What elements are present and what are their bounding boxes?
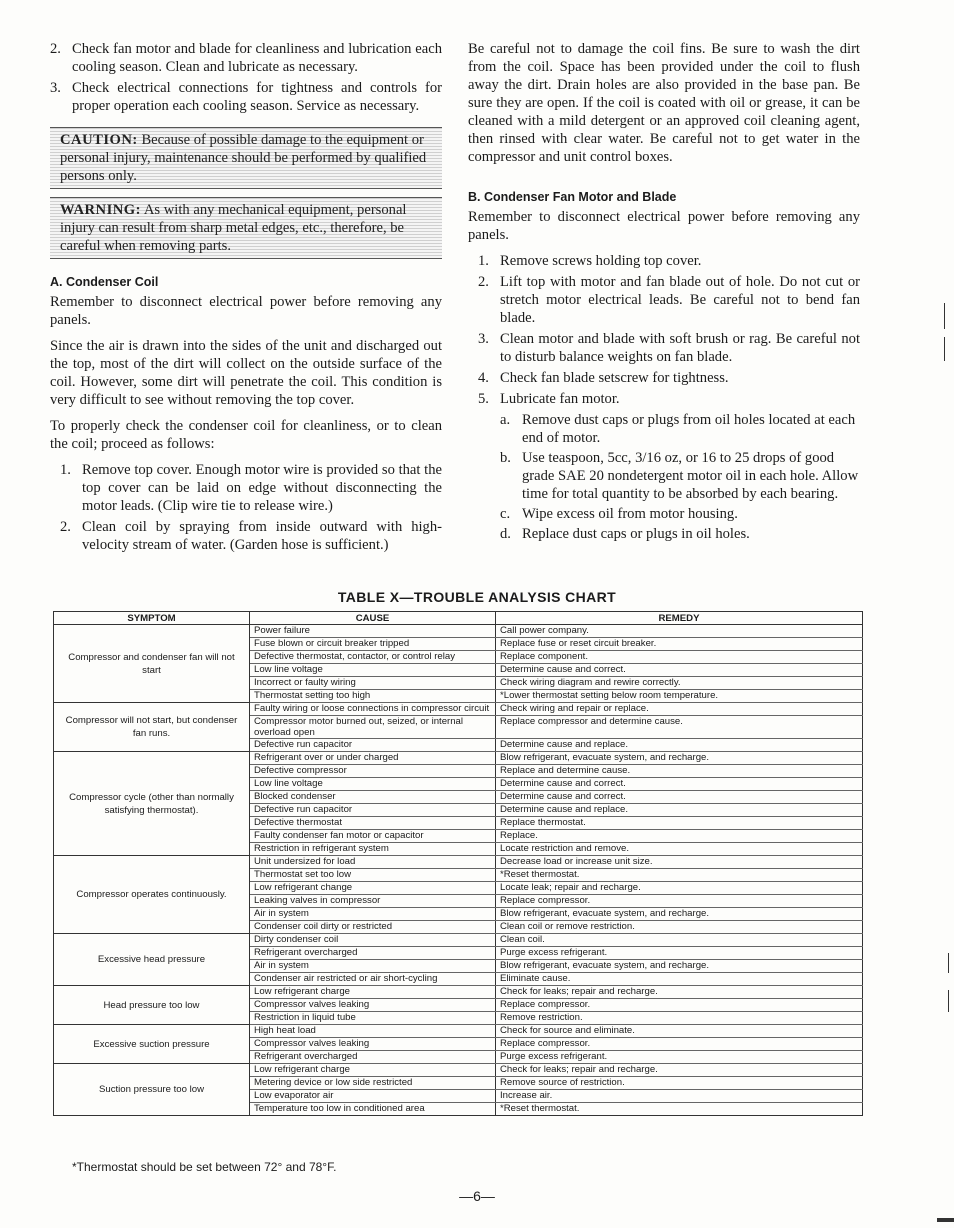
list-item: 1. Remove screws holding top cover.	[478, 253, 702, 269]
remedy-cell: Remove restriction.	[496, 1012, 863, 1025]
list-item: 2. Check fan motor and blade for cleanliness and lubrication each cooling season. Clean and lubricate as necessary.	[50, 41, 442, 75]
remedy-cell: Determine cause and replace.	[496, 739, 863, 752]
table-title: TABLE X—TROUBLE ANALYSIS CHART	[337, 589, 617, 605]
cause-cell: Fuse blown or circuit breaker tripped	[250, 638, 496, 651]
paragraph: Be careful not to damage the coil fins. Be sure to wash the dirt from the coil. Space has been provided under the coil to flush away the dirt. Drain holes are also provided in the base pan. Be sure they are open. If the coil is coated with oil or grease, it can be cleaned with a mild detergent or an approved coil cleaning agent, then rinsed with clear water. Be careful not to get water in the compressor and unit control boxes.	[468, 41, 860, 165]
table-row	[54, 1025, 863, 1038]
warning-label: WARNING:	[60, 202, 142, 218]
cause-cell: Thermostat setting too high	[250, 690, 496, 703]
sub-item: b. Use teaspoon, 5cc, 3/16 oz, or 16 to 25 drops of good grade SAE 20 nondetergent motor oil in each hole. Allow time for total quantity to be absorbed by each bearing.	[500, 450, 859, 502]
cause-cell: Faulty wiring or loose connections in compressor circuit	[250, 703, 496, 716]
cause-cell: Condenser air restricted or air short-cycling	[250, 973, 496, 986]
margin-mark	[948, 953, 949, 973]
paragraph: Remember to disconnect electrical power before removing any panels.	[468, 209, 860, 243]
cause-cell: Compressor motor burned out, seized, or internal overload open	[250, 716, 496, 739]
remedy-cell: Determine cause and correct.	[496, 664, 863, 677]
symptom-cell: Excessive head pressure	[54, 934, 250, 986]
table-row	[54, 856, 863, 869]
cause-cell: Defective thermostat	[250, 817, 496, 830]
cause-cell: Dirty condenser coil	[250, 934, 496, 947]
symptom-cell: Excessive suction pressure	[54, 1025, 250, 1064]
remedy-cell: Replace and determine cause.	[496, 765, 863, 778]
remedy-cell: Check for leaks; repair and recharge.	[496, 1064, 863, 1077]
list-item: 3. Clean motor and blade with soft brush or rag. Be careful not to disturb balance weights on fan blade.	[478, 331, 860, 365]
cause-cell: Blocked condenser	[250, 791, 496, 804]
footnote: *Thermostat should be set between 72° and 78°F.	[72, 1160, 337, 1174]
paragraph: To properly check the condenser coil for cleanliness, or to clean the coil; proceed as follows:	[50, 418, 442, 452]
page-number: —6—	[459, 1188, 495, 1204]
table-row	[54, 934, 863, 947]
sub-item: a. Remove dust caps or plugs from oil holes located at each end of motor.	[500, 412, 856, 446]
warning-text: As with any mechanical equipment, personal injury can result from sharp metal edges, etc., therefore, be careful when removing parts.	[60, 202, 407, 254]
cause-cell: Condenser coil dirty or restricted	[250, 921, 496, 934]
cause-cell: Refrigerant overcharged	[250, 947, 496, 960]
remedy-cell: Replace compressor and determine cause.	[496, 716, 863, 739]
remedy-cell: Blow refrigerant, evacuate system, and recharge.	[496, 960, 863, 973]
remedy-cell: Determine cause and correct.	[496, 778, 863, 791]
cause-cell: Restriction in liquid tube	[250, 1012, 496, 1025]
cause-cell: Thermostat set too low	[250, 869, 496, 882]
sub-item: c. Wipe excess oil from motor housing.	[500, 506, 738, 522]
remedy-cell: Check wiring diagram and rewire correctly.	[496, 677, 863, 690]
cause-cell: Restriction in refrigerant system	[250, 843, 496, 856]
right-column	[468, 40, 860, 545]
cause-cell: Defective thermostat, contactor, or control relay	[250, 651, 496, 664]
symptom-cell: Compressor operates continuously.	[54, 856, 250, 934]
paragraph: Remember to disconnect electrical power before removing any panels.	[50, 294, 442, 328]
list-item: 2. Lift top with motor and fan blade out of hole. Do not cut or stretch motor electrical leads. Be careful not to bend fan blade.	[478, 274, 860, 326]
remedy-cell: Replace compressor.	[496, 999, 863, 1012]
caution-notice	[50, 127, 442, 189]
table-row	[54, 703, 863, 716]
margin-mark	[937, 1218, 954, 1222]
section-a-title: A. Condenser Coil	[50, 275, 159, 289]
remedy-cell: Blow refrigerant, evacuate system, and recharge.	[496, 908, 863, 921]
symptom-cell: Suction pressure too low	[54, 1064, 250, 1116]
remedy-cell: Check for leaks; repair and recharge.	[496, 986, 863, 999]
cause-cell: Low evaporator air	[250, 1090, 496, 1103]
cause-cell: Low refrigerant charge	[250, 1064, 496, 1077]
table-body	[54, 625, 863, 1116]
condenser-coil-steps	[60, 461, 442, 554]
cause-cell: High heat load	[250, 1025, 496, 1038]
remedy-cell: Purge excess refrigerant.	[496, 1051, 863, 1064]
intro-list	[50, 40, 442, 115]
list-item: 3. Check electrical connections for tightness and controls for proper operation each cooling season. Service as necessary.	[50, 80, 442, 114]
symptom-cell: Compressor cycle (other than normally satisfying thermostat).	[54, 752, 250, 856]
cause-cell: Low refrigerant change	[250, 882, 496, 895]
cause-cell: Compressor valves leaking	[250, 1038, 496, 1051]
cause-cell: Defective run capacitor	[250, 804, 496, 817]
table-header-row	[54, 612, 863, 625]
cause-cell: Low line voltage	[250, 664, 496, 677]
warning-notice	[50, 197, 442, 259]
remedy-cell: Replace fuse or reset circuit breaker.	[496, 638, 863, 651]
symptom-header: SYMPTOM	[54, 612, 250, 625]
cause-cell: Air in system	[250, 908, 496, 921]
fan-motor-steps	[478, 252, 860, 408]
margin-mark	[944, 303, 945, 329]
cause-cell: Power failure	[250, 625, 496, 638]
remedy-cell: Replace component.	[496, 651, 863, 664]
cause-cell: Incorrect or faulty wiring	[250, 677, 496, 690]
cause-cell: Defective compressor	[250, 765, 496, 778]
cause-cell: Metering device or low side restricted	[250, 1077, 496, 1090]
cause-cell: Low line voltage	[250, 778, 496, 791]
cause-cell: Compressor valves leaking	[250, 999, 496, 1012]
remedy-cell: Remove source of restriction.	[496, 1077, 863, 1090]
caution-label: CAUTION:	[60, 132, 138, 148]
cause-cell: Unit undersized for load	[250, 856, 496, 869]
cause-cell: Air in system	[250, 960, 496, 973]
cause-cell: Low refrigerant charge	[250, 986, 496, 999]
table-row	[54, 625, 863, 638]
remedy-cell: *Lower thermostat setting below room temperature.	[496, 690, 863, 703]
list-item: 1. Remove top cover. Enough motor wire is provided so that the top cover can be laid on edge without disconnecting the motor leads. (Clip wire tie to release wire.)	[60, 462, 442, 514]
remedy-cell: Check for source and eliminate.	[496, 1025, 863, 1038]
sub-item: d. Replace dust caps or plugs in oil holes.	[500, 526, 750, 542]
remedy-cell: Clean coil.	[496, 934, 863, 947]
section-b-title: B. Condenser Fan Motor and Blade	[468, 190, 677, 204]
remedy-cell: Replace compressor.	[496, 1038, 863, 1051]
remedy-cell: Eliminate cause.	[496, 973, 863, 986]
remedy-cell: Determine cause and correct.	[496, 791, 863, 804]
remedy-cell: Replace compressor.	[496, 895, 863, 908]
list-item: 4. Check fan blade setscrew for tightness.	[478, 370, 729, 386]
caution-text: Because of possible damage to the equipment or personal injury, maintenance should be performed by qualified persons only.	[60, 132, 427, 184]
cause-cell: Refrigerant over or under charged	[250, 752, 496, 765]
paragraph: Since the air is drawn into the sides of the unit and discharged out the top, most of the dirt will collect on the outside surface of the coil. However, some dirt will penetrate the coil. This condition is very difficult to see without removing the top cover.	[50, 338, 442, 408]
list-item: 5. Lubricate fan motor.	[478, 391, 620, 407]
left-column	[50, 40, 442, 557]
table-row	[54, 1064, 863, 1077]
lubrication-substeps	[468, 411, 860, 543]
table-row	[54, 752, 863, 765]
remedy-cell: Clean coil or remove restriction.	[496, 921, 863, 934]
symptom-cell: Compressor and condenser fan will not start	[54, 625, 250, 703]
remedy-cell: Locate leak; repair and recharge.	[496, 882, 863, 895]
remedy-cell: Check wiring and repair or replace.	[496, 703, 863, 716]
remedy-cell: *Reset thermostat.	[496, 1103, 863, 1116]
remedy-header: REMEDY	[496, 612, 863, 625]
remedy-cell: Determine cause and replace.	[496, 804, 863, 817]
remedy-cell: Blow refrigerant, evacuate system, and recharge.	[496, 752, 863, 765]
cause-cell: Leaking valves in compressor	[250, 895, 496, 908]
remedy-cell: Purge excess refrigerant.	[496, 947, 863, 960]
list-item: 2. Clean coil by spraying from inside outward with high-velocity stream of water. (Garden hose is sufficient.)	[60, 519, 442, 553]
margin-mark	[944, 337, 945, 361]
remedy-cell: Decrease load or increase unit size.	[496, 856, 863, 869]
cause-cell: Refrigerant overcharged	[250, 1051, 496, 1064]
remedy-cell: *Reset thermostat.	[496, 869, 863, 882]
symptom-cell: Head pressure too low	[54, 986, 250, 1025]
trouble-analysis-table	[53, 611, 863, 1116]
table-row	[54, 986, 863, 999]
remedy-cell: Increase air.	[496, 1090, 863, 1103]
symptom-cell: Compressor will not start, but condenser fan runs.	[54, 703, 250, 752]
remedy-cell: Locate restriction and remove.	[496, 843, 863, 856]
remedy-cell: Replace.	[496, 830, 863, 843]
remedy-cell: Call power company.	[496, 625, 863, 638]
remedy-cell: Replace thermostat.	[496, 817, 863, 830]
cause-cell: Defective run capacitor	[250, 739, 496, 752]
cause-cell: Faulty condenser fan motor or capacitor	[250, 830, 496, 843]
cause-header: CAUSE	[250, 612, 496, 625]
margin-mark	[948, 990, 949, 1012]
cause-cell: Temperature too low in conditioned area	[250, 1103, 496, 1116]
